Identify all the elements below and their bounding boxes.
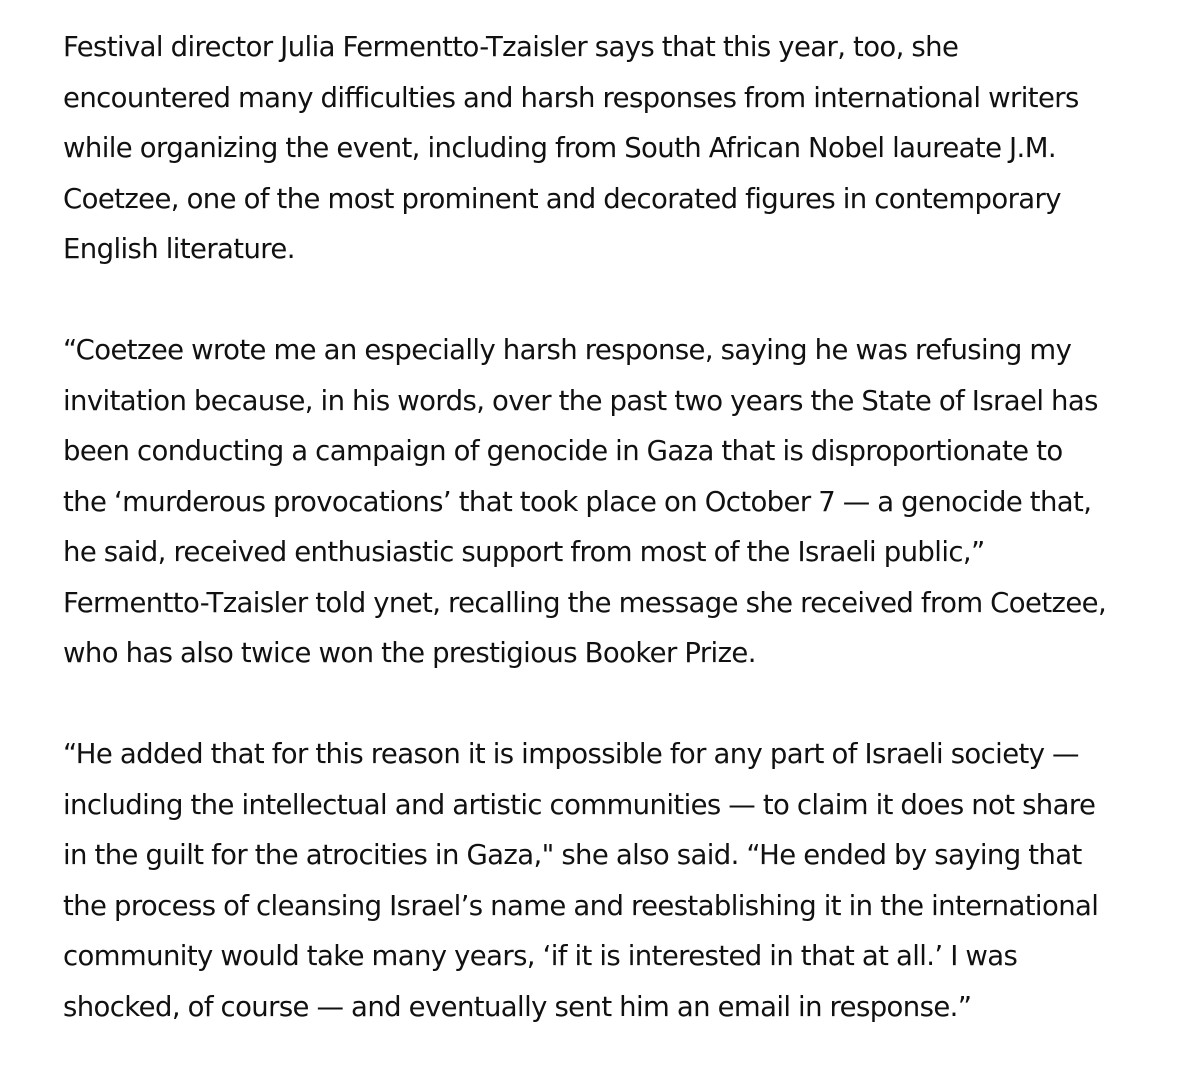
article-body	[63, 22, 1153, 1032]
paragraph-festival-director: Festival director Julia Fermentto-Tzaisler says that this year, too, she encountered many difficulties and harsh responses from international writers while organizing the event, including from South African Nobel laureate J.M. Coetzee, one of the most prominent and decorated figures in contemporary English literature.	[63, 31, 1079, 265]
paragraph-coetzee-addition: “He added that for this reason it is impossible for any part of Israeli society — including the intellectual and artistic communities — to claim it does not share in the guilt for the atrocities in Gaza," she also said. “He ended by saying that the process of cleansing Israel’s name and reestablishing it in the international community would take many years, ‘if it is interested in that at all.’ I was shocked, of course — and eventually sent him an email in response.”	[63, 738, 1099, 1023]
paragraph-coetzee-response: “Coetzee wrote me an especially harsh response, saying he was refusing my invitation because, in his words, over the past two years the State of Israel has been conducting a campaign of genocide in Gaza that is disproportionate to the ‘murderous provocations’ that took place on October 7 — a genocide that, he said, received enthusiastic support from most of the Israeli public,” Fermentto-Tzaisler told ynet, recalling the message she received from Coetzee, who has also twice won the prestigious Booker Prize.	[63, 334, 1107, 669]
